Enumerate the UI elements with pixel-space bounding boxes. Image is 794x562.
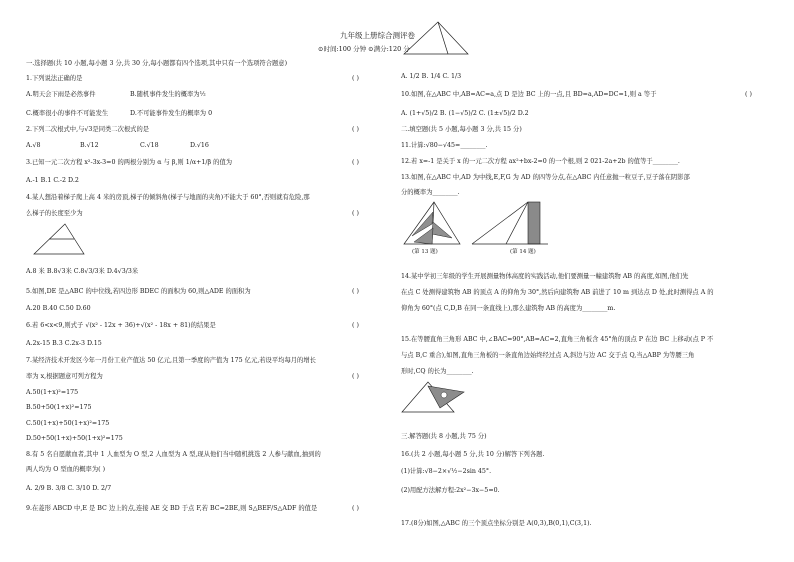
q9-options: A. 1/2 B. 1/4 C. 1/3 [401, 73, 462, 80]
question-16-part-2: (2)用配方法解方程:2x²−3x−5=0. [401, 487, 500, 494]
page-title: 九年级上册综合测评卷 [340, 31, 415, 40]
q7-option-b: B.50+50(1+x)²=175 [26, 404, 92, 411]
question-8: 8.有 5 名自愿献血者,其中 1 人血型为 O 型,2 人血型为 A 型,现从他们当中随机挑选 2 人参与献血,抽到的 [26, 451, 321, 458]
answer-paren-2: ( ) [352, 126, 359, 133]
answer-paren-3: ( ) [352, 159, 359, 166]
answer-paren-4: ( ) [352, 210, 359, 217]
exam-info: ⊙时间:100 分钟 ⊙满分:120 分 [318, 45, 410, 53]
figure-q10-triangle [400, 20, 470, 62]
question-14-cont: 在点 C 处测得建筑物 AB 的顶点 A 的仰角为 30°,然后向建筑物 AB 前进了 10 m 到达点 D 处,此时测得点 A 的 [401, 289, 714, 296]
figure-q13-shaded-triangle [402, 198, 462, 248]
q7-option-d: D.50+50(1+x)+50(1+x)²=175 [26, 435, 123, 442]
answer-paren-7: ( ) [352, 373, 359, 380]
figure-13-caption: (第 13 题) [412, 249, 438, 255]
section-1-heading: 一.选择题(共 10 小题,每小题 3 分,共 30 分,每小题都有四个选项,其中只有一个选项符合题意) [26, 60, 288, 67]
question-7-cont: 率为 x,根据题意可列方程为 [26, 373, 103, 380]
q10-options: A. (1+√5)/2 B. (1−√5)/2 C. (1±√5)/2 D.2 [401, 110, 529, 117]
question-4-cont: 么梯子的长度至少为 [26, 210, 83, 217]
question-15: 15.在等腰直角三角形 ABC 中,∠BAC=90°,AB=AC=2,直角三角板含 45°角的顶点 P 在边 BC 上移动(点 P 不 [401, 336, 714, 343]
question-2: 2.下列二次根式中,与√3是同类二次根式的是 [26, 126, 150, 133]
figure-q15-triangle [398, 378, 468, 418]
q7-option-a: A.50(1+x)²=175 [26, 389, 79, 396]
question-5: 5.如图,DE 是△ABC 的中位线,若四边形 BDEC 的面积为 60,则△ADE 的面积为 [26, 288, 251, 295]
q2-option-b: B.√12 [80, 142, 99, 149]
question-3: 3.已知一元二次方程 x²-3x-3=0 的两根分别为 α 与 β,则 1/α+1/β 的值为 [26, 159, 233, 166]
section-3-heading: 三.解答题(共 8 小题,共 75 分) [401, 433, 487, 440]
question-10: 10.如图,在△ABC 中,AB=AC=a,点 D 是边 BC 上的一点,且 BD=a,AD=DC=1,则 a 等于 [401, 91, 657, 98]
question-9: 9.在菱形 ABCD 中,E 是 BC 边上的点,连接 AE 交 BD 于点 F,若 BC=2BE,则 S△BEF/S△ADF 的值是 [26, 505, 318, 512]
q1-option-c: C.概率很小的事件不可能发生 [26, 110, 109, 117]
q6-options: A.2x-15 B.3 C.2x-3 D.15 [26, 340, 102, 347]
question-13-cont: 分的概率为________. [401, 189, 460, 196]
question-17: 17.(8分)如图,△ABC 的三个顶点坐标分别是 A(0,3),B(0,1),C(3,1). [401, 520, 592, 527]
question-13: 13.如图,在△ABC 中,AD 为中线,E,F,G 为 AD 的四等分点,在△ABC 内任意抛一粒豆子,豆子落在阴影部 [401, 174, 690, 181]
question-16-part-1: (1)计算:√8−2×√½−2sin 45°. [401, 468, 492, 475]
q8-options: A. 2/9 B. 3/8 C. 3/10 D. 2/7 [26, 485, 112, 492]
figure-q14-building [470, 198, 550, 248]
question-11: 11.计算:√80−√45=________. [401, 142, 488, 149]
q1-option-b: B.随机事件发生的概率为½ [130, 91, 206, 98]
question-15-cont-2: 形时,CQ 的长为________. [401, 368, 474, 375]
question-14: 14.某中学初三年级的学生开展测量物体高度的实践活动,他们要测量一幢建筑物 AB 的高度,如图,他们先 [401, 273, 689, 280]
answer-paren-5: ( ) [352, 288, 359, 295]
question-6: 6.若 6<x<9,则式子 √(x² - 12x + 36)+√(x² - 18x + 81)的结果是 [26, 322, 216, 329]
answer-paren-6: ( ) [352, 322, 359, 329]
question-4: 4.某人想沿着梯子爬上高 4 米的房顶,梯子的倾斜角(梯子与地面的夹角)不能大于 60°,否则就有危险,那 [26, 194, 310, 201]
question-16: 16.(共 2 小题,每小题 5 分,共 10 分)解答下列各题. [401, 451, 545, 458]
question-1: 1.下列说法正确的是 [26, 75, 83, 82]
answer-paren-10: ( ) [745, 91, 752, 98]
question-15-cont: 与点 B,C 重合),如图,直角三角板的一条直角边始终经过点 A,斜边与边 AC 交于点 Q,当△ABP 为等腰三角 [401, 352, 695, 359]
q3-options: A.-1 B.1 C.-2 D.2 [26, 177, 79, 184]
q1-option-a: A.明天会下雨是必然事件 [26, 91, 96, 98]
answer-paren-9: ( ) [352, 505, 359, 512]
question-8-cont: 两人均为 O 型血的概率为( ) [26, 466, 106, 473]
figure-q5-triangle [30, 222, 90, 258]
q2-option-d: D.√16 [190, 142, 209, 149]
question-12: 12.若 x=-1 是关于 x 的一元二次方程 ax²+bx-2=0 的一个根,则 2 021-2a+2b 的值等于________. [401, 158, 680, 165]
q4-options: A.8 米 B.8√3米 C.8√3/3米 D.4√3/3米 [26, 268, 139, 275]
q1-option-d: D.不可能事件发生的概率为 0 [130, 110, 213, 117]
q2-option-c: C.√18 [140, 142, 159, 149]
q7-option-c: C.50(1+x)+50(1+x)²=175 [26, 420, 110, 427]
question-7: 7.某经济技术开发区今年一月份工业产值达 50 亿元,且第一季度的产值为 175 亿元,若设平均每月的增长 [26, 357, 316, 364]
figure-14-caption: (第 14 题) [510, 249, 536, 255]
q2-option-a: A.√8 [26, 142, 41, 149]
answer-paren-1: ( ) [352, 75, 359, 82]
q5-options: A.20 B.40 C.50 D.60 [26, 305, 91, 312]
section-2-heading: 二.填空题(共 5 小题,每小题 3 分,共 15 分) [401, 126, 522, 133]
question-14-cont-2: 仰角为 60°(点 C,D,B 在同一条直线上),那么建筑物 AB 的高度为________m. [401, 305, 616, 312]
